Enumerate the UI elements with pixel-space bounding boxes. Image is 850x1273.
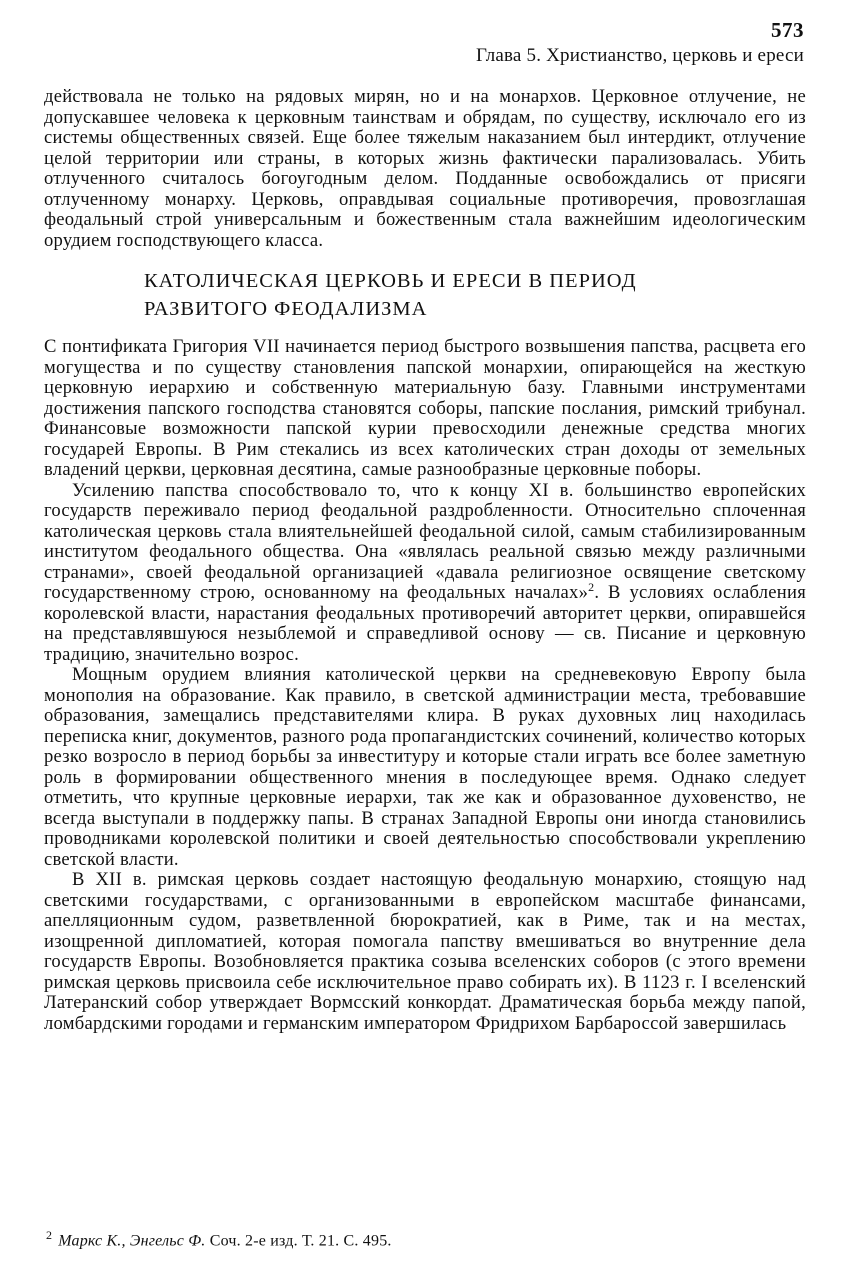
footnote-reference: 2 (588, 579, 595, 594)
footnote-number: 2 (46, 1228, 53, 1242)
footnote-citation: Соч. 2-е изд. Т. 21. С. 495. (205, 1232, 392, 1250)
paragraph-text: . В условиях ослабления королевской власти, нарастания феодальных противоречий авторитет церкви, опиравшейся на представлявшуюся незыблемой и справедливой основу — св. Писание и церковную традицию, значительно возрос. (44, 582, 807, 665)
paragraph: действовала не только на рядовых мирян, но и на монархов. Церковное отлучение, не допускавшее человека к церковным таинствам и обрядам, по существу, исключало его из системы общественных связей. Еще более тяжелым наказанием был интердикт, отлучение целой территории или страны, в которых жизнь фактически парализовалась. Убить отлученного считалось богоугодным делом. Подданные освобождались от присяги отлученному монарху. Церковь, оправдывая социальные противоречия, провозглашая феодальный строй универсальным и божественным стала важнейшим идеологическим орудием господствующего класса. (44, 86, 806, 251)
paragraph: В XII в. римская церковь создает настоящую феодальную монархию, стоящую над светскими государствами, с организованными в европейском масштабе финансами, апелляционным судом, разветвленной бюрократией, как в Риме, так и на местах, изощренной дипломатией, которая помогала папству вмешиваться во внутренние дела государств Европы. Возобновляется практика созыва вселенских соборов (с этого времени римская церковь присвоила себе исключительное право собирать их). В 1123 г. I вселенский Латеранский собор утверждает Вормсский конкордат. Драматическая борьба между папой, ломбардскими городами и германским императором Фридрихом Барбароссой завершилась (44, 869, 806, 1034)
paragraph: С понтификата Григория VII начинается период быстрого возвышения папства, расцвета его могущества и по существу становления папской монархии, опирающейся на жесткую церковную иерархию и собственную материальную базу. Главными инструментами достижения папского господства становятся соборы, папские послания, римский трибунал. Финансовые возможности папской курии превосходили денежные средства многих государей Европы. В Рим стекались из всех католических стран доходы от земельных владений церкви, церковная десятина, самые разнообразные церковные поборы. (44, 336, 806, 480)
footnote-authors: Маркс К., Энгельс Ф. (58, 1232, 206, 1250)
section-heading (144, 267, 744, 323)
page-number: 573 (771, 18, 804, 42)
body-text (44, 87, 806, 1034)
running-head: Глава 5. Христианство, церковь и ереси (475, 45, 804, 66)
paragraph-text: Усилению папства способствовало то, что к концу XI в. большинство европейских государств переживало период феодальной раздробленности. Относительно сплоченная католическая церковь стала влиятельнейшей феодальной силой, самым стабилизированным институтом феодального общества. Она «являлась реальной связью между различными странами», своей феодальной организацией «давала религиозное освящение светскому государственному строю, основанному на феодальных началах» (44, 479, 806, 603)
paragraph (44, 481, 806, 666)
footnote (46, 1228, 392, 1250)
section-heading-line: КАТОЛИЧЕСКАЯ ЦЕРКОВЬ И ЕРЕСИ В ПЕРИОД (144, 270, 637, 292)
section-heading-line: РАЗВИТОГО ФЕОДАЛИЗМА (144, 298, 428, 320)
paragraph: Мощным орудием влияния католической церкви на средневековую Европу была монополия на образование. Как правило, в светской администрации места, требовавшие образования, замещались представителями клира. В руках духовных лиц находилась переписка книг, документов, разного рода пропагандистских сочинений, количество которых резко возросло в период борьбы за инвеституру и которые стали играть все более заметную роль в формировании общественного мнения в последующее время. Однако следует отметить, что крупные церковные иерархи, так же как и образованное духовенство, не всегда выступали в поддержку папы. В странах Западной Европы они иногда становились проводниками королевской политики и своей деятельностью способствовали укреплению светской власти. (44, 664, 806, 870)
